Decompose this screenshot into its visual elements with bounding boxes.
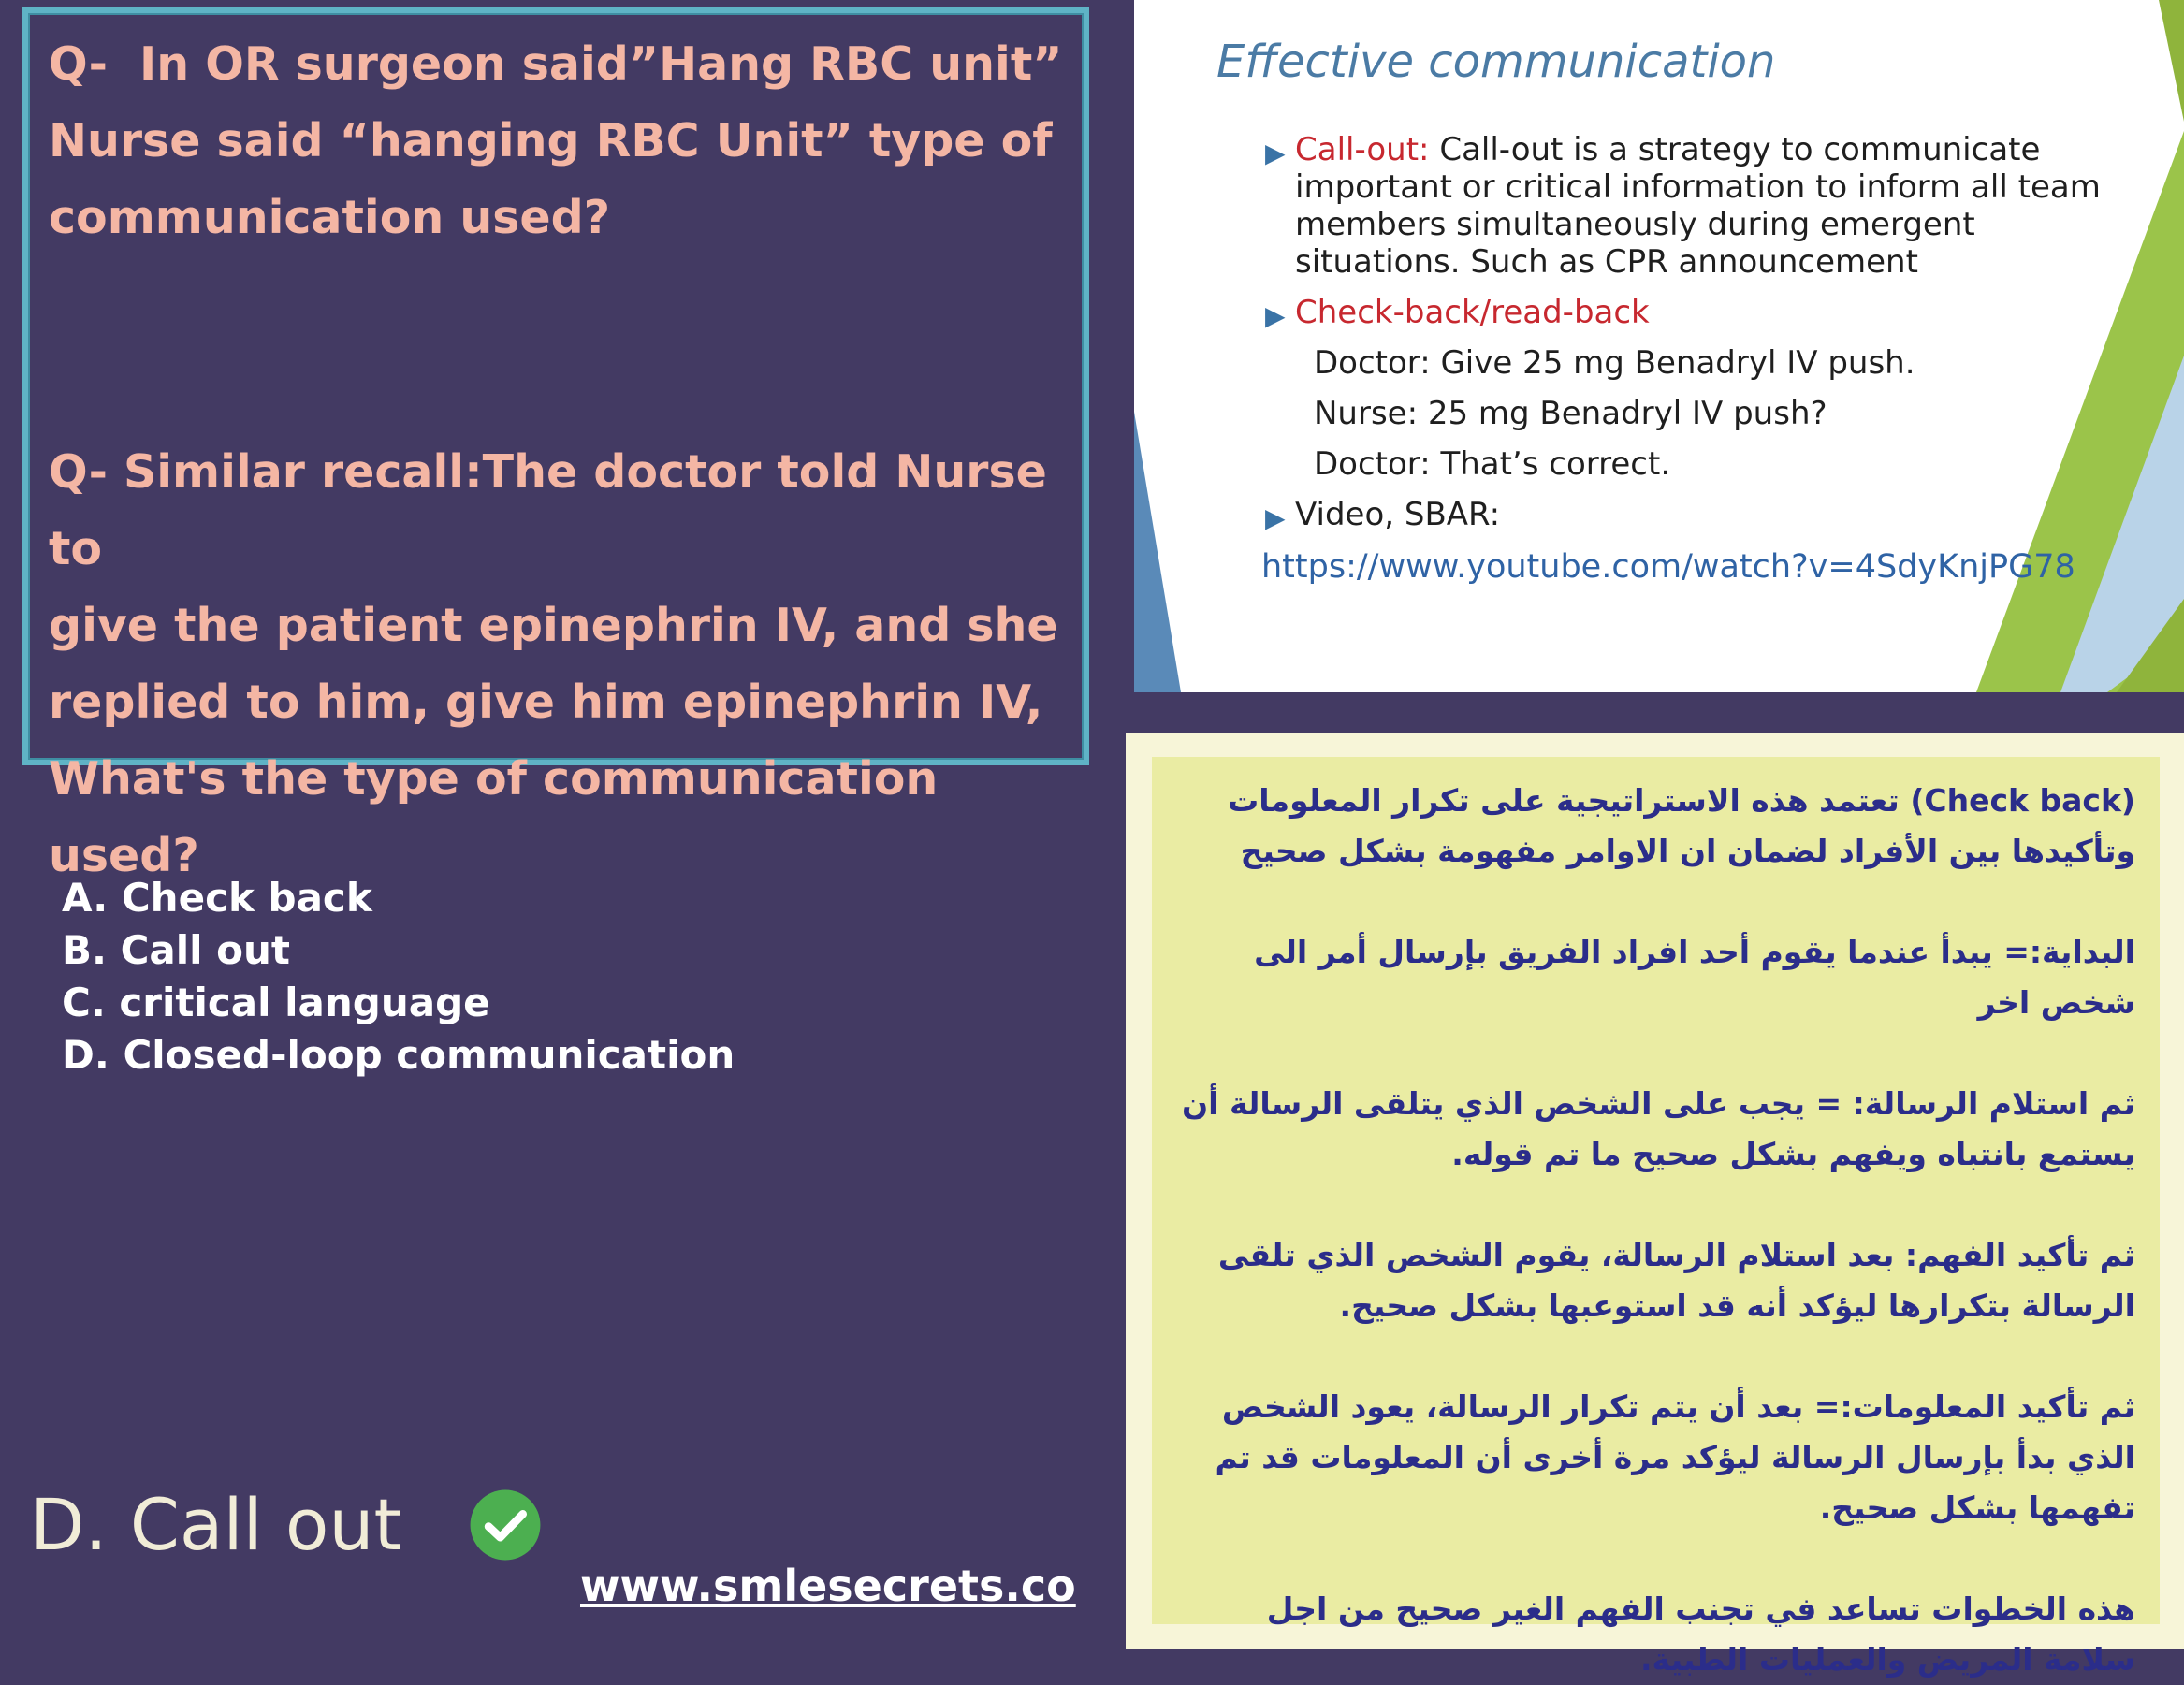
- question-1: Q- In OR surgeon said”Hang RBC unit” Nurse said “hanging RBC Unit” type of communication used?: [49, 37, 1063, 244]
- callout-label: Call-out:: [1295, 131, 1430, 168]
- bullet-arrow-icon: ▶: [1265, 502, 1286, 533]
- bullet-callout: [1265, 131, 2145, 281]
- question-2: Q- Similar recall:The doctor told Nurse to give the patient epinephrin IV, and she replied to him, give him epinephrin IV, What's the type of communication used?: [49, 445, 1058, 882]
- arabic-paragraph: (Check back) تعتمد هذه الاستراتيجية على تكرار المعلومات وتأكيدها بين الأفراد لضمان ان الاوامر مفهومة بشكل صحيح: [1228, 782, 2135, 869]
- check-circle-icon: [469, 1489, 542, 1562]
- correct-answer: [30, 1483, 542, 1566]
- option-c: C. critical language: [62, 980, 490, 1025]
- dialogue-line: Doctor: Give 25 mg Benadryl IV push.: [1314, 344, 1915, 382]
- bullet-arrow-icon: ▶: [1265, 138, 1286, 168]
- question-box: [22, 7, 1089, 882]
- bullet-video: [1265, 496, 2145, 533]
- option-d: D. Closed-loop communication: [62, 1032, 735, 1078]
- checkback-label: Check-back/read-back: [1295, 294, 1650, 331]
- callout-text: Call-out is a strategy to communicate important or critical information to inform all team members simultaneously during emergent situations. Such as CPR announcement: [1295, 131, 2101, 281]
- arabic-paragraph: ثم استلام الرسالة: = يجب على الشخص الذي يتلقى الرسالة أن يستمع بانتباه ويفهم بشكل صحيح ما تم قوله.: [1182, 1085, 2135, 1172]
- bullet-checkback: [1265, 294, 2145, 331]
- answer-text: D. Call out: [30, 1483, 402, 1566]
- arabic-explanation-panel: [1126, 733, 2184, 1678]
- slide-title: Effective communication: [1216, 36, 1776, 88]
- arabic-paragraph: ثم تأكيد الفهم: بعد استلام الرسالة، يقوم الشخص الذي تلقى الرسالة بتكرارها ليؤكد أنه قد استوعبها بشكل صحيح.: [1217, 1237, 2135, 1324]
- dialogue-line: Nurse: 25 mg Benadryl IV push?: [1314, 395, 1827, 432]
- dialogue-line: Doctor: That’s correct.: [1314, 445, 1671, 483]
- arabic-paragraph: ثم تأكيد المعلومات:= بعد أن يتم تكرار الرسالة، يعود الشخص الذي بدأ بإرسال الرسالة ليؤكد مرة أخرى أن المعلومات قد تم تفهمها بشكل صحيح.: [1215, 1388, 2135, 1526]
- option-a: A. Check back: [62, 875, 372, 921]
- question-spacer: [49, 256, 1063, 434]
- website-link[interactable]: www.smlesecrets.co: [580, 1561, 1076, 1611]
- slide-panel: [1134, 0, 2184, 692]
- video-label: Video, SBAR:: [1295, 496, 1501, 533]
- bullet-arrow-icon: ▶: [1265, 300, 1286, 331]
- video-link[interactable]: https://www.youtube.com/watch?v=4SdyKnjPG78: [1261, 548, 2075, 586]
- arabic-paragraph: البداية:= يبدأ عندما يقوم أحد افراد الفريق بإرسال أمر الى شخص اخر: [1254, 934, 2135, 1021]
- slide-body: [1261, 131, 2145, 588]
- arabic-paragraph: هذه الخطوات تساعد في تجنب الفهم الغير صحيح من اجل سلامة المريض والعمليات الطبية.: [1266, 1591, 2135, 1678]
- option-b: B. Call out: [62, 927, 291, 973]
- answer-options: [62, 872, 735, 1082]
- arabic-explanation: [1152, 757, 2160, 1678]
